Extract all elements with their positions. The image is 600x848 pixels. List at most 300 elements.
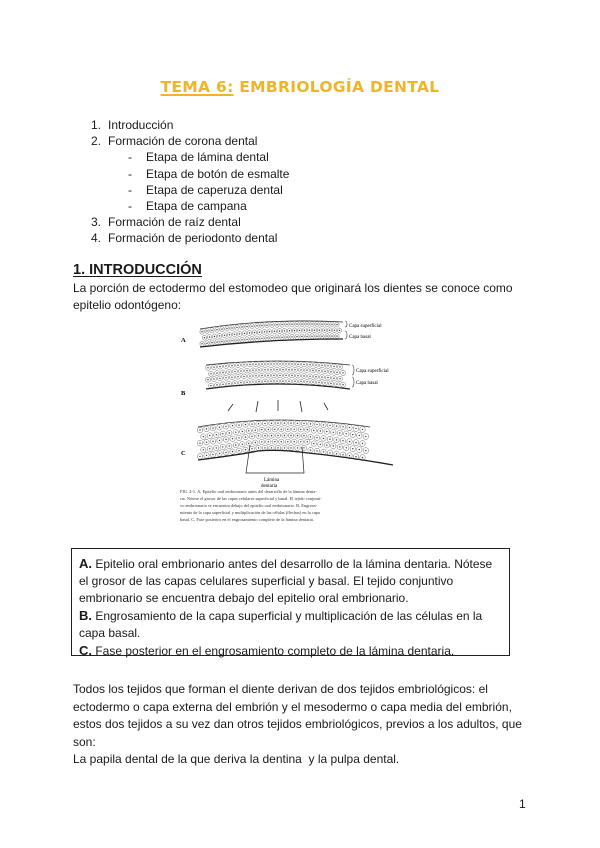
cell-nucleus xyxy=(333,378,334,379)
cell-nucleus xyxy=(310,449,311,450)
cell-nucleus xyxy=(243,364,244,365)
cell-nucleus xyxy=(303,375,304,376)
cell-nucleus xyxy=(255,430,256,431)
toc-number: 3. xyxy=(91,215,102,230)
cell-nucleus xyxy=(210,373,211,374)
cell-nucleus xyxy=(246,339,247,340)
cell-nucleus xyxy=(301,336,302,337)
page-number: 1 xyxy=(519,797,526,811)
cell-nucleus xyxy=(329,330,330,331)
cell-nucleus xyxy=(274,441,275,442)
cell-nucleus xyxy=(326,445,327,446)
cell-nucleus xyxy=(206,442,207,443)
cell-nucleus xyxy=(224,335,225,336)
cell-nucleus xyxy=(251,326,252,327)
cell-nucleus xyxy=(274,331,275,332)
cell-nucleus xyxy=(294,381,295,382)
body-line: son: xyxy=(73,734,96,749)
cell-nucleus xyxy=(240,382,241,383)
cell-nucleus xyxy=(297,423,298,424)
cell-nucleus xyxy=(281,324,282,325)
toc-item xyxy=(91,230,289,246)
page-title xyxy=(0,78,600,96)
intro-line: La porción de ectodermo del estomodeo que originará los dientes se conoce como xyxy=(73,281,513,295)
cell-nucleus xyxy=(261,375,262,376)
cell-nucleus xyxy=(212,441,213,442)
cell-nucleus xyxy=(303,423,304,424)
cell-nucleus xyxy=(334,330,335,331)
cell-nucleus xyxy=(288,381,289,382)
cell-nucleus xyxy=(324,382,325,383)
cell-nucleus xyxy=(313,430,314,431)
title-main: EMBRIOLOGÍA DENTAL xyxy=(233,78,440,96)
cell-nucleus xyxy=(199,456,200,457)
cell-nucleus xyxy=(255,375,256,376)
cell-nucleus xyxy=(300,381,301,382)
cell-nucleus xyxy=(226,340,227,341)
cell-nucleus xyxy=(281,441,282,442)
cell-nucleus xyxy=(296,336,297,337)
cell-nucleus xyxy=(235,432,236,433)
cell-nucleus xyxy=(232,451,233,452)
toc-subitem xyxy=(91,166,289,182)
cell-nucleus xyxy=(329,452,330,453)
cell-nucleus xyxy=(365,436,366,437)
cell-nucleus xyxy=(346,447,347,448)
label-capa-superficial-b: Capa superficial xyxy=(356,369,389,374)
cell-nucleus xyxy=(320,444,321,445)
cell-nucleus xyxy=(339,446,340,447)
toc-number: 2. xyxy=(91,134,102,149)
cell-nucleus xyxy=(294,441,295,442)
cell-nucleus xyxy=(277,447,278,448)
cell-nucleus xyxy=(336,453,337,454)
cell-nucleus xyxy=(251,423,252,424)
cell-nucleus xyxy=(225,452,226,453)
cell-nucleus xyxy=(199,443,200,444)
cell-nucleus xyxy=(231,365,232,366)
cell-nucleus xyxy=(288,369,289,370)
cell-nucleus xyxy=(294,369,295,370)
cell-nucleus xyxy=(294,429,295,430)
figure-caption-line: miento de la capa superficial y multiplicación de las células (flechas) en la capa xyxy=(180,510,320,515)
cell-nucleus xyxy=(331,335,332,336)
caption-text: Engrosamiento de la capa superficial y multiplicación de las células en la capa basal. xyxy=(79,609,483,640)
toc-label: Introducción xyxy=(108,118,174,132)
cell-nucleus xyxy=(303,447,304,448)
cell-nucleus xyxy=(242,444,243,445)
cell-nucleus xyxy=(336,372,337,373)
cell-nucleus xyxy=(219,440,220,441)
cell-nucleus xyxy=(219,378,220,379)
cell-nucleus xyxy=(359,449,360,450)
cell-nucleus xyxy=(222,384,223,385)
cell-nucleus xyxy=(276,337,277,338)
cell-nucleus xyxy=(339,378,340,379)
cell-nucleus xyxy=(248,443,249,444)
cell-nucleus xyxy=(252,381,253,382)
label-dentaria: dentaria xyxy=(261,484,278,489)
cell-nucleus xyxy=(284,447,285,448)
cell-nucleus xyxy=(355,442,356,443)
cell-nucleus xyxy=(234,382,235,383)
cell-nucleus xyxy=(362,443,363,444)
cell-nucleus xyxy=(339,366,340,367)
cell-nucleus xyxy=(216,329,217,330)
cell-nucleus xyxy=(207,379,208,380)
cell-nucleus xyxy=(213,366,214,367)
cell-nucleus xyxy=(327,365,328,366)
toc-item xyxy=(91,133,289,149)
toc-number: 1. xyxy=(91,118,102,132)
caption-c xyxy=(79,642,501,660)
cell-nucleus xyxy=(237,364,238,365)
cell-nucleus xyxy=(256,325,257,326)
caption-b xyxy=(79,607,501,642)
cell-nucleus xyxy=(299,330,300,331)
cell-nucleus xyxy=(339,330,340,331)
cell-nucleus xyxy=(251,448,252,449)
cell-nucleus xyxy=(315,364,316,365)
cell-nucleus xyxy=(266,325,267,326)
cell-nucleus xyxy=(245,449,246,450)
cell-nucleus xyxy=(320,430,321,431)
cell-nucleus xyxy=(296,323,297,324)
cell-nucleus xyxy=(236,340,237,341)
cell-nucleus xyxy=(226,328,227,329)
label-capa-basal-a: Capa basal xyxy=(349,335,371,340)
cell-nucleus xyxy=(219,366,220,367)
caption-letter: C. xyxy=(79,643,92,658)
cell-nucleus xyxy=(228,383,229,384)
label-capa-superficial-a: Capa superficial xyxy=(349,324,382,329)
cell-nucleus xyxy=(212,427,213,428)
cell-nucleus xyxy=(228,371,229,372)
cell-nucleus xyxy=(252,370,253,371)
toc-label: Formación de corona dental xyxy=(108,134,258,149)
cell-nucleus xyxy=(261,441,262,442)
cell-nucleus xyxy=(287,441,288,442)
cell-nucleus xyxy=(239,333,240,334)
cell-nucleus xyxy=(258,435,259,436)
cell-nucleus xyxy=(238,437,239,438)
cell-nucleus xyxy=(324,371,325,372)
body-line: Todos los tejidos que forman el diente derivan de dos tejidos embriológicos: el xyxy=(73,682,488,696)
cell-nucleus xyxy=(277,435,278,436)
cell-nucleus xyxy=(199,429,200,430)
cell-nucleus xyxy=(264,381,265,382)
cell-nucleus xyxy=(246,382,247,383)
cell-nucleus xyxy=(281,429,282,430)
cell-nucleus xyxy=(297,364,298,365)
cell-nucleus xyxy=(211,342,212,343)
figure-caption xyxy=(180,489,322,523)
cell-nucleus xyxy=(270,381,271,382)
cell-nucleus xyxy=(329,425,330,426)
cell-nucleus xyxy=(339,432,340,433)
cell-nucleus xyxy=(225,365,226,366)
cell-nucleus xyxy=(314,330,315,331)
cell-nucleus xyxy=(271,423,272,424)
cell-nucleus xyxy=(326,335,327,336)
cell-nucleus xyxy=(286,336,287,337)
cell-nucleus xyxy=(311,323,312,324)
panel-b-basal-line xyxy=(206,384,350,389)
bracket-superficial-a xyxy=(345,321,347,327)
intro-paragraph xyxy=(73,280,533,313)
toc-sublabel: Etapa de campana xyxy=(146,199,247,214)
toc-subitem xyxy=(91,182,289,198)
cell-nucleus xyxy=(251,436,252,437)
cell-nucleus xyxy=(245,436,246,437)
cell-nucleus xyxy=(285,375,286,376)
panel-label-c: C xyxy=(181,450,186,457)
cell-nucleus xyxy=(355,428,356,429)
intro-line: epitelio odontógeno: xyxy=(73,297,182,312)
cell-nucleus xyxy=(355,456,356,457)
cell-nucleus xyxy=(249,375,250,376)
cell-nucleus xyxy=(269,331,270,332)
toc-dash: - xyxy=(128,150,132,165)
cell-nucleus xyxy=(281,337,282,338)
cell-nucleus xyxy=(342,454,343,455)
cell-nucleus xyxy=(282,369,283,370)
bracket-basal-b xyxy=(352,377,354,387)
cell-nucleus xyxy=(216,384,217,385)
cell-nucleus xyxy=(209,435,210,436)
cell-nucleus xyxy=(258,447,259,448)
cell-nucleus xyxy=(276,324,277,325)
cell-nucleus xyxy=(300,429,301,430)
cell-nucleus xyxy=(258,381,259,382)
cell-nucleus xyxy=(309,376,310,377)
cell-nucleus xyxy=(362,457,363,458)
toc-sublabel: Etapa de botón de esmalte xyxy=(146,166,290,181)
cell-nucleus xyxy=(246,326,247,327)
cell-nucleus xyxy=(216,341,217,342)
figure-caption-line: vo embrionario se encuentra debajo del epitelio oral embrionario. B, Engrosa- xyxy=(180,503,318,508)
label-lamina: Lámina xyxy=(264,478,280,483)
cell-nucleus xyxy=(291,375,292,376)
cell-nucleus xyxy=(216,372,217,373)
cell-nucleus xyxy=(271,337,272,338)
cell-nucleus xyxy=(240,370,241,371)
cell-nucleus xyxy=(300,369,301,370)
caption-a xyxy=(79,555,501,607)
cell-nucleus xyxy=(264,447,265,448)
cell-nucleus xyxy=(359,435,360,436)
cell-nucleus xyxy=(311,336,312,337)
cell-nucleus xyxy=(255,364,256,365)
cell-nucleus xyxy=(270,369,271,370)
cell-nucleus xyxy=(216,447,217,448)
cell-nucleus xyxy=(238,450,239,451)
cell-nucleus xyxy=(331,324,332,325)
cell-nucleus xyxy=(206,330,207,331)
cell-nucleus xyxy=(333,432,334,433)
cell-nucleus xyxy=(204,337,205,338)
caption-letter: B. xyxy=(79,608,92,623)
toc-item xyxy=(91,117,289,133)
cell-nucleus xyxy=(249,332,250,333)
cell-nucleus xyxy=(315,376,316,377)
cell-nucleus xyxy=(329,439,330,440)
cell-nucleus xyxy=(321,324,322,325)
cell-nucleus xyxy=(336,425,337,426)
cell-nucleus xyxy=(316,424,317,425)
cell-nucleus xyxy=(258,423,259,424)
cell-nucleus xyxy=(279,363,280,364)
cell-nucleus xyxy=(209,336,210,337)
cell-nucleus xyxy=(271,324,272,325)
cell-nucleus xyxy=(330,371,331,372)
cell-nucleus xyxy=(291,363,292,364)
cell-nucleus xyxy=(251,338,252,339)
cell-nucleus xyxy=(282,380,283,381)
cell-nucleus xyxy=(254,332,255,333)
body-line: estos dos tejidos a su vez dan otros tejidos embriológicos, previos a los adultos, que xyxy=(73,717,522,731)
cell-nucleus xyxy=(261,325,262,326)
cell-nucleus xyxy=(214,336,215,337)
bracket-superficial-b xyxy=(352,365,354,375)
toc-sublabel: Etapa de lámina dental xyxy=(146,150,269,165)
cell-nucleus xyxy=(229,445,230,446)
cell-nucleus xyxy=(232,425,233,426)
cell-nucleus xyxy=(255,442,256,443)
cell-nucleus xyxy=(333,445,334,446)
toc-number: 4. xyxy=(91,231,102,246)
cell-nucleus xyxy=(203,436,204,437)
cell-nucleus xyxy=(264,435,265,436)
cell-nucleus xyxy=(291,324,292,325)
cell-nucleus xyxy=(277,422,278,423)
title-prefix: TEMA 6: xyxy=(160,78,234,96)
cell-nucleus xyxy=(318,370,319,371)
cell-nucleus xyxy=(294,330,295,331)
cell-nucleus xyxy=(231,340,232,341)
body-line: ectodermo o capa externa del embrión y el mesodermo o capa media del embrión, xyxy=(73,699,512,714)
cell-nucleus xyxy=(316,323,317,324)
panel-c-cells xyxy=(197,421,368,461)
cell-nucleus xyxy=(244,333,245,334)
cell-nucleus xyxy=(306,323,307,324)
caption-text: Epitelio oral embrionario antes del desarrollo de la lámina dentaria. Nótese el grosor de las capas celulares superficial y basal. El tejido conjuntivo embrionario se encuentra debajo del epitelio oral embrionario. xyxy=(79,557,493,605)
cell-nucleus xyxy=(349,441,350,442)
cell-nucleus xyxy=(318,382,319,383)
body-paragraph xyxy=(73,681,543,769)
cell-nucleus xyxy=(276,369,277,370)
cell-nucleus xyxy=(324,330,325,331)
cell-nucleus xyxy=(290,435,291,436)
toc-dash: - xyxy=(128,199,132,214)
cell-nucleus xyxy=(222,372,223,373)
cell-nucleus xyxy=(225,377,226,378)
toc-label: Formación de raíz dental xyxy=(108,215,241,230)
figure-caption-line: ria. Nótese el grosor de las capas celulares superficial y basal. El tejido conjunti- xyxy=(180,496,322,501)
cell-nucleus xyxy=(249,364,250,365)
caption-text: Fase posterior en el engrosamiento completo de la lámina dentaria. xyxy=(92,644,455,658)
cell-nucleus xyxy=(266,337,267,338)
cell-nucleus xyxy=(235,444,236,445)
cell-nucleus xyxy=(303,435,304,436)
cell-nucleus xyxy=(300,441,301,442)
cell-nucleus xyxy=(232,438,233,439)
toc-dash: - xyxy=(128,182,132,197)
cell-nucleus xyxy=(316,450,317,451)
toc-sublabel: Etapa de caperuza dental xyxy=(146,182,283,197)
toc-dash: - xyxy=(128,166,132,181)
cell-nucleus xyxy=(237,376,238,377)
cell-nucleus xyxy=(330,383,331,384)
cell-nucleus xyxy=(309,330,310,331)
cell-nucleus xyxy=(264,369,265,370)
panel-label-a: A xyxy=(181,337,186,344)
cell-nucleus xyxy=(327,377,328,378)
cell-nucleus xyxy=(365,450,366,451)
figure-caption-line: FIG. 4-1. A, Epitelio oral embrionario antes del desarrollo de la lámina denta- xyxy=(180,489,317,494)
cell-nucleus xyxy=(222,446,223,447)
cell-nucleus xyxy=(279,330,280,331)
bracket-basal-a xyxy=(345,331,347,339)
panel-b-surface-line xyxy=(206,361,350,365)
cell-nucleus xyxy=(307,441,308,442)
cell-nucleus xyxy=(219,453,220,454)
cell-nucleus xyxy=(321,336,322,337)
table-of-contents xyxy=(91,117,289,247)
cell-nucleus xyxy=(342,426,343,427)
cell-nucleus xyxy=(306,336,307,337)
cell-nucleus xyxy=(297,435,298,436)
cell-nucleus xyxy=(333,366,334,367)
cell-nucleus xyxy=(264,331,265,332)
panel-label-b: B xyxy=(181,390,186,397)
cell-nucleus xyxy=(346,433,347,434)
cell-nucleus xyxy=(279,375,280,376)
cell-nucleus xyxy=(273,363,274,364)
cell-nucleus xyxy=(219,427,220,428)
figure-caption-line: basal. C, Fase posterior en el engrosamiento completo de la lámina dentaria. xyxy=(180,517,314,522)
cell-nucleus xyxy=(309,364,310,365)
cell-nucleus xyxy=(258,369,259,370)
cell-nucleus xyxy=(306,370,307,371)
cell-nucleus xyxy=(267,375,268,376)
cell-nucleus xyxy=(306,381,307,382)
cell-nucleus xyxy=(312,381,313,382)
toc-subitem xyxy=(91,149,289,165)
cell-nucleus xyxy=(268,429,269,430)
cell-nucleus xyxy=(219,335,220,336)
cell-nucleus xyxy=(319,330,320,331)
cell-nucleus xyxy=(323,451,324,452)
section-heading: 1. INTRODUCCIÓN xyxy=(73,262,202,278)
cell-nucleus xyxy=(212,454,213,455)
panel-a-cells xyxy=(200,321,342,346)
cell-nucleus xyxy=(323,438,324,439)
label-capa-basal-b: Capa basal xyxy=(356,381,378,386)
cell-nucleus xyxy=(248,430,249,431)
toc-subitem xyxy=(91,198,289,214)
cell-nucleus xyxy=(349,455,350,456)
cell-nucleus xyxy=(203,449,204,450)
cell-nucleus xyxy=(213,378,214,379)
cell-nucleus xyxy=(267,363,268,364)
panel-a-basal-line xyxy=(200,339,343,347)
cell-nucleus xyxy=(352,448,353,449)
cell-nucleus xyxy=(273,375,274,376)
cell-nucleus xyxy=(206,343,207,344)
cell-nucleus xyxy=(236,327,237,328)
cell-nucleus xyxy=(274,429,275,430)
